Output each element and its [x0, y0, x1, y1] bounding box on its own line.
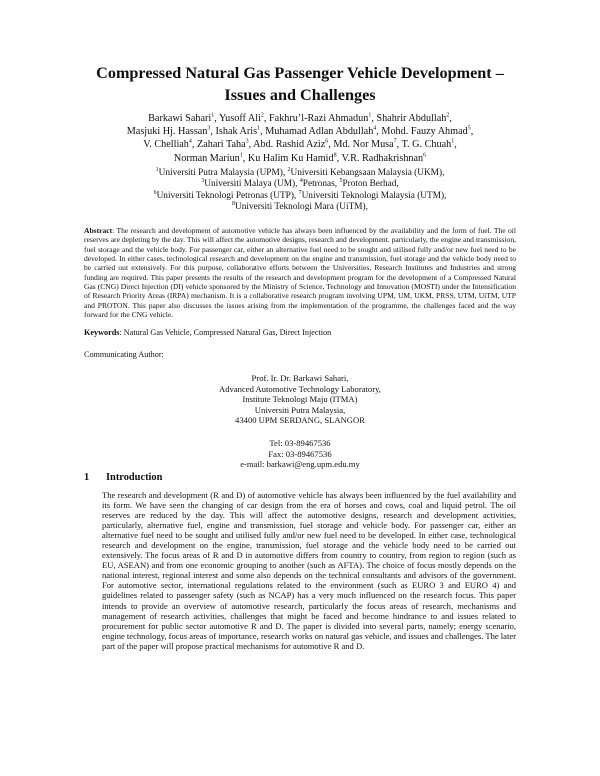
- intro-paragraph: The research and development (R and D) of automotive vehicle has always been influenced by the fuel availability and its form. We have seen the changing of car design from the era of horses and cows, coal and liquid petrol. The oil reserves are reduced by the day. This will affect the automotive designs, research and development activities, particularly, alternative fuel, engine and transmission, fuel storage and vehicle body. For passenger car, either an alternative fuel need to be sought and utilised fully and/or new fuel need to be developed. In either case, technological research and development on the engine, transmission, fuel storage and the vehicle body need to be carried out extensively. The focus areas of R and D in automotive differs from country to country, from region to region (such as EU, ASEAN) and from one economic grouping to another (such as AFTA). The choice of focus mostly depends on the national interest, regional interest and some also depends on the technical consultants and advisors of the government. For automotive sector, international regulations related to the environment (such as EURO 3 and EURO 4) and guidelines related to passenger safety (such as NCAP) has a very much influenced on the research focus. This paper intends to provide an overview of automotive research, particularly the focus areas of research, mechanisms and management of research activities, challenges that might be faced and become hindrance to and issues related to procurement for public sector automotive R and D. The paper is divided into several parts, namely; energy scenario, engine technology, focus areas of importance, research works on natural gas vehicle, and issues and challenges. The later part of the paper will propose practical mechanisms for automotive R and D.: [102, 490, 516, 651]
- contact-details: [150, 438, 450, 470]
- affiliation-name: Universiti Kebangsaan Malaysia (UKM),: [290, 168, 445, 178]
- author-affiliation-mark: 2: [260, 112, 264, 119]
- author-name: Zahari Taha: [197, 139, 246, 151]
- affiliation-mark: 2: [287, 166, 291, 173]
- author-name: Ku Halim Ku Hamid: [247, 152, 334, 164]
- author-affiliation-mark: 7: [393, 139, 397, 146]
- author-affiliation-mark: 1: [239, 152, 243, 159]
- title-line: Issues and Challenges: [224, 86, 376, 104]
- author-name: Ishak Aris: [215, 126, 258, 138]
- author-name: Muhamad Adlan Abdullah: [265, 126, 374, 138]
- affiliation-name: Universiti Putra Malaysia (UPM),: [158, 168, 288, 178]
- author-affiliation-mark: 1: [451, 139, 455, 146]
- affiliation-name: Universiti Teknologi Petronas (UTP),: [156, 190, 299, 201]
- affiliation-name: Petronas,: [302, 179, 340, 190]
- author-line: Masjuki Hj. Hassan$^3$, Ishak Aris$^1$, Muhamad Adlan Abdullah$^4$, Mohd. Fauzy Ahmad$^5$,: [126, 125, 474, 138]
- author-affiliation-mark: 1: [368, 112, 372, 119]
- affiliation-mark: 5: [339, 178, 343, 185]
- affiliation-mark: 8: [232, 201, 236, 208]
- contact-address: [150, 373, 450, 426]
- affiliation-list: [60, 168, 540, 214]
- author-name: Mohd. Fauzy Ahmad: [381, 126, 468, 138]
- author-name: Abd. Rashid Aziz: [253, 139, 326, 151]
- contact-line: Advanced Automotive Technology Laboratory,: [219, 383, 381, 394]
- author-affiliation-mark: 4: [188, 139, 192, 146]
- author-affiliation-mark: 3: [207, 125, 211, 132]
- keywords: [84, 328, 516, 338]
- author-affiliation-mark: 4: [373, 125, 377, 132]
- abstract-text: : The research and development of automotive vehicle has always been influenced by the availability and the form of fuel. The oil reserves are depleting by the day. This will affect the automotive designs, research and development. particularly, the engine and transmission, fuel storage and the vehicle body. For passenger car, either an alternative fuel need to be sought and utilised fully and/or new fuel need to be developed. In either cases, technological research and development on the engine and transmission, fuel storage and the vehicle body need to be carried out extensively. For this purpose, collaborative efforts between the Universities, Research Institutes and Industries and strong funding are required. This paper presents the results of the research and development program for the development of a Compressed Natural Gas (CNG) Direct Injection (DI) vehicle sponsored by the Ministry of Science, Technology and Innovation (MOSTI) under the Intensification of Research Priority Areas (IRPA) mechanism. It is a collaborative research program involving UPM, UM, UKM, PRSS, UTM, UiTM, UTP and PROTON. This paper also discusses the issues arising from the implementation of the programme, the challenges faced and the way forward for the CNG vehicle.: [84, 226, 516, 320]
- contact-line: Institute Teknologi Maju (ITMA): [242, 394, 358, 405]
- title-line: Compressed Natural Gas Passenger Vehicle Development –: [96, 64, 504, 82]
- author-name: Masjuki Hj. Hassan: [126, 126, 208, 138]
- affiliation-mark: 1: [155, 166, 159, 173]
- contact-line: Universiti Putra Malaysia,: [254, 404, 346, 415]
- author-line: Norman Mariun$^1$, Ku Halim Ku Hamid$^8$, V.R. Radhakrishnan$^6$: [173, 152, 427, 164]
- author-affiliation-mark: 1: [257, 125, 261, 132]
- contact-line: 43400 UPM SERDANG, SLANGOR: [235, 415, 365, 426]
- section-heading: [84, 472, 162, 484]
- section-title: Introduction: [106, 472, 163, 483]
- author-name: Fakhru’l-Razi Ahmadun: [269, 113, 369, 124]
- affiliation-line: [60, 202, 540, 213]
- section-number: 1: [84, 472, 90, 483]
- author-affiliation-mark: 3: [245, 139, 249, 146]
- author-affiliation-mark: 1: [211, 112, 215, 119]
- affiliation-mark: 3: [201, 178, 205, 185]
- contact-email: e-mail: barkawi@eng.upm.edu.my: [240, 459, 360, 470]
- abstract-label: Abstract: [84, 226, 113, 235]
- author-affiliation-mark: 2: [446, 112, 450, 119]
- author-affiliation-mark: 5: [467, 125, 471, 132]
- author-name: Yusoff Ali: [218, 113, 261, 124]
- author-name: V.R. Radhakrishnan: [341, 152, 424, 164]
- communicating-author-label: Communicating Author:: [84, 350, 164, 359]
- affiliation-line: [60, 191, 540, 202]
- author-name: V. Chelliah: [143, 139, 189, 151]
- contact-line: Prof. Ir. Dr. Barkawi Sahari,: [251, 373, 349, 383]
- author-affiliation-mark: 8: [333, 152, 337, 159]
- author-affiliation-mark: 6: [325, 139, 329, 146]
- author-name: Md. Nor Musa: [333, 139, 394, 151]
- affiliation-name: Universiti Malaya (UM),: [204, 179, 300, 190]
- contact-fax: Fax: 03-89467536: [268, 448, 332, 459]
- contact-tel: Tel: 03-89467536: [269, 438, 331, 448]
- affiliation-name: Proton Berhad,: [342, 179, 399, 190]
- author-name: Shahrir Abdullah: [376, 113, 447, 124]
- keywords-label: Keywords: [84, 328, 120, 337]
- affiliation-mark: 6: [153, 189, 157, 196]
- abstract: [84, 226, 516, 319]
- affiliation-name: Universiti Teknologi Mara (UiTM),: [235, 202, 368, 213]
- keywords-text: : Natural Gas Vehicle, Compressed Natural Gas, Direct Injection: [119, 328, 332, 337]
- author-name: T. G. Chuah: [401, 139, 452, 151]
- author-name: Norman Mariun: [173, 152, 240, 164]
- affiliation-mark: 4: [299, 178, 303, 185]
- author-list: [60, 112, 540, 165]
- author-name: Barkawi Sahari: [148, 113, 212, 124]
- paper-title: [60, 62, 540, 106]
- author-line: Barkawi Sahari$^1$, Yusoff Ali$^2$, Fakhru’l-Razi Ahmadun$^1$, Shahrir Abdullah$^2$,: [148, 112, 452, 124]
- author-line: V. Chelliah$^4$, Zahari Taha$^3$, Abd. Rashid Aziz$^6$, Md. Nor Musa$^7$, T. G. Chuah$^1$,: [143, 139, 457, 151]
- affiliation-name: Universiti Teknologi Malaysia (UTM),: [301, 190, 447, 201]
- affiliation-mark: 7: [298, 189, 302, 196]
- author-affiliation-mark: 6: [423, 152, 427, 159]
